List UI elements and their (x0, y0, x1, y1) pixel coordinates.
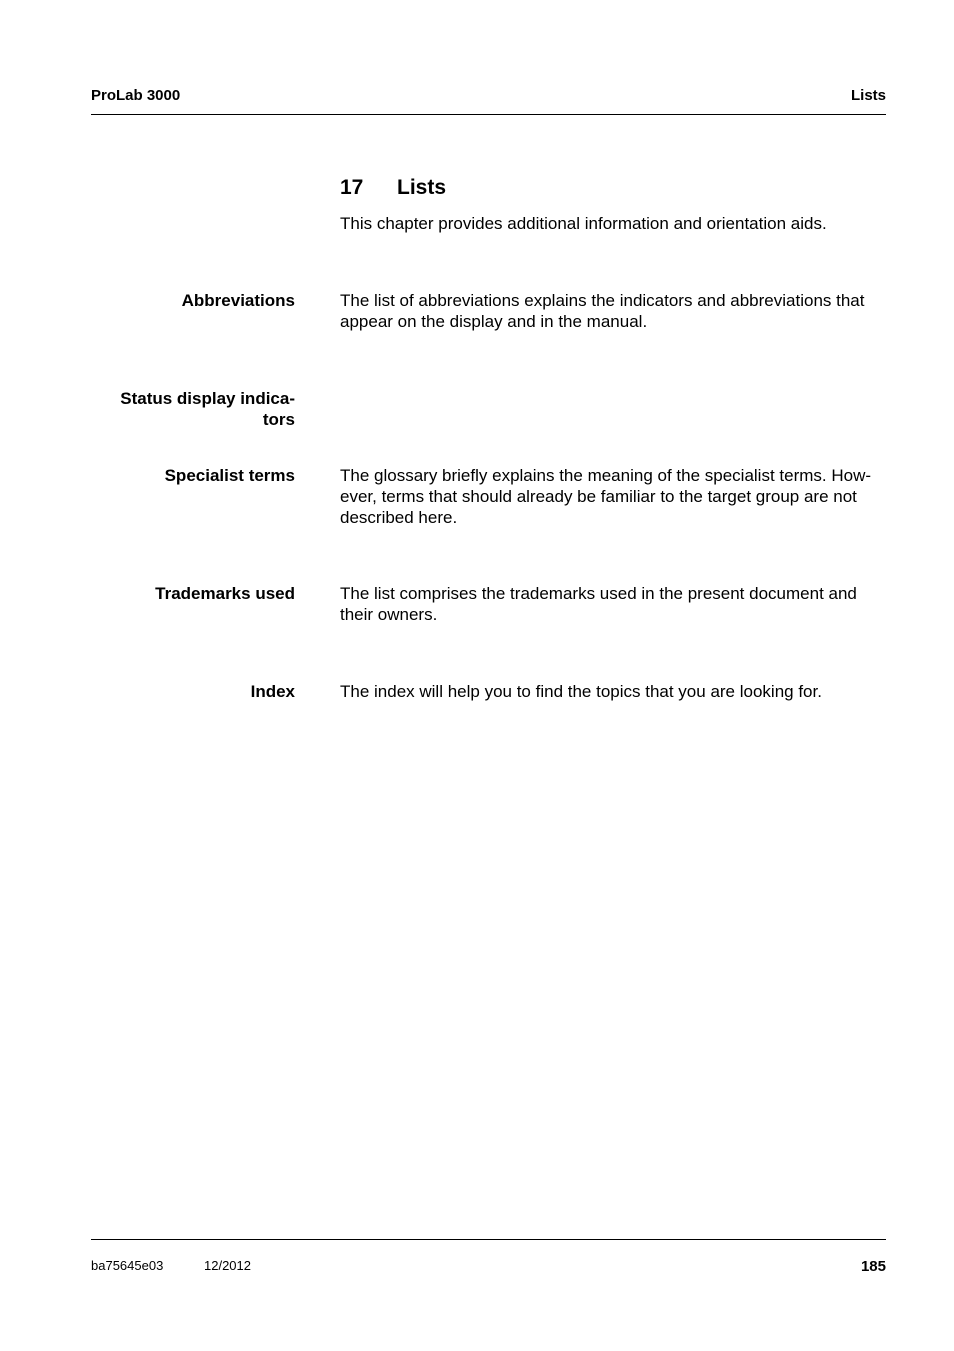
section-text-index: The index will help you to find the topics that you are looking for. (340, 682, 822, 701)
section-text-abbreviations: The list of abbreviations explains the indicators and abbreviations that appear on the display and in the manual. (340, 291, 865, 331)
footer-document-id: ba75645e03 (91, 1258, 164, 1273)
chapter-number: 17 (340, 176, 364, 199)
section-label-specialist-terms: Specialist terms (164, 466, 295, 485)
section-label-status-display-indicators: Status display indica- tors (120, 389, 295, 429)
header-chapter-name: Lists (850, 87, 886, 104)
section-label-trademarks-used: Trademarks used (155, 584, 295, 603)
section-label-index: Index (250, 682, 295, 701)
chapter-intro: This chapter provides additional information and orientation aids. (340, 214, 827, 233)
chapter-title: Lists (397, 176, 447, 199)
page-header (91, 86, 886, 115)
section-label-abbreviations: Abbreviations (181, 291, 295, 310)
page-footer (91, 1239, 886, 1280)
header-product-name: ProLab 3000 (91, 87, 181, 104)
section-text-trademarks-used: The list comprises the trademarks used in the present document and their owners. (340, 584, 857, 624)
section-text-specialist-terms: The glossary briefly explains the meaning of the specialist terms. How-ever, terms that should already be familiar to the target group are not described here. (340, 466, 872, 527)
chapter-heading (340, 176, 446, 200)
footer-page-number: 185 (860, 1258, 886, 1275)
footer-date: 12/2012 (204, 1258, 251, 1273)
